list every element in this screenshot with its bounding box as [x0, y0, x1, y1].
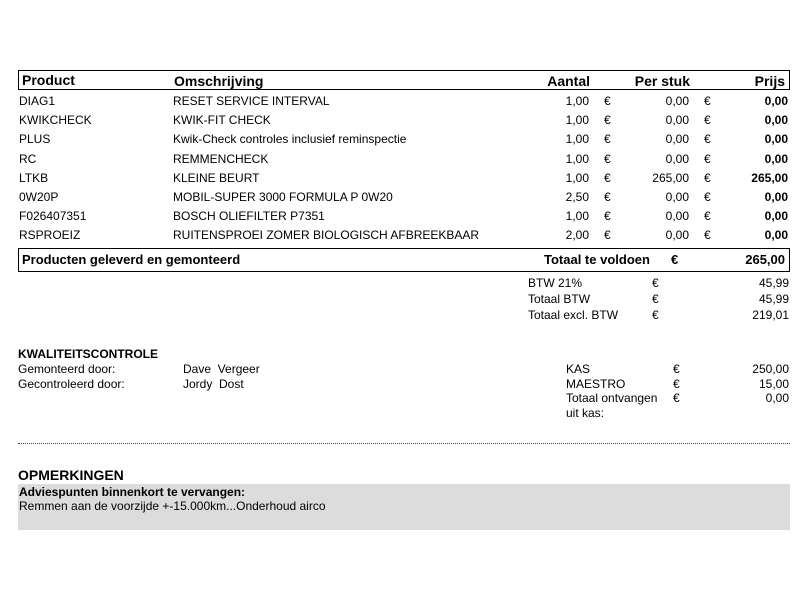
- payment-cash-currency: €: [673, 362, 680, 376]
- total-vat-currency: €: [652, 292, 659, 306]
- header-product: Product: [22, 72, 75, 88]
- header-quantity: Aantal: [547, 73, 590, 89]
- row-price-currency: €: [704, 94, 711, 108]
- header-description: Omschrijving: [174, 73, 264, 89]
- payment-maestro-label: MAESTRO: [566, 377, 626, 391]
- payment-received-value: 0,00: [765, 391, 789, 405]
- payment-from-cash-label: uit kas:: [566, 406, 605, 420]
- payment-received-label: Totaal ontvangen: [566, 391, 658, 405]
- vat-value: 45,99: [758, 276, 789, 290]
- row-price: 0,00: [764, 151, 788, 166]
- row-description: KWIK-FIT CHECK: [173, 113, 271, 128]
- row-unit-price: 0,00: [665, 228, 689, 243]
- row-price-currency: €: [704, 132, 711, 147]
- row-product: RSPROEIZ: [19, 228, 81, 243]
- total-excl-vat-label: Totaal excl. BTW: [528, 308, 619, 322]
- row-price: 0,00: [764, 190, 788, 204]
- remarks-subtitle: Adviespunten binnenkort te vervangen:: [19, 485, 246, 499]
- row-description: MOBIL-SUPER 3000 FORMULA P 0W20: [173, 190, 393, 204]
- row-unit-currency: €: [604, 132, 611, 147]
- vat-currency: €: [652, 276, 659, 290]
- row-unit-currency: €: [604, 94, 611, 108]
- table-row: [18, 190, 790, 209]
- delivered-label: Producten geleverd en gemonteerd: [22, 252, 241, 267]
- total-excl-vat-currency: €: [652, 308, 659, 322]
- row-quantity: 1,00: [565, 151, 589, 166]
- row-product: PLUS: [19, 132, 51, 147]
- row-unit-price: 0,00: [665, 190, 689, 204]
- row-product: RC: [19, 151, 37, 166]
- row-price: 265,00: [751, 170, 788, 185]
- total-due-value: 265,00: [745, 252, 785, 267]
- row-price-currency: €: [704, 151, 711, 166]
- row-price: 0,00: [764, 94, 788, 108]
- row-unit-price: 0,00: [665, 94, 689, 108]
- row-price: 0,00: [764, 228, 788, 243]
- row-product: 0W20P: [19, 190, 59, 204]
- row-price-currency: €: [704, 209, 711, 224]
- checked-by-name: Jordy Dost: [183, 377, 244, 391]
- row-price-currency: €: [704, 228, 711, 243]
- assembled-by-label: Gemonteerd door:: [18, 362, 116, 376]
- table-footer: [18, 248, 790, 272]
- row-unit-price: 265,00: [652, 170, 689, 185]
- row-quantity: 1,00: [565, 209, 589, 224]
- quality-title: KWALITEITSCONTROLE: [18, 347, 158, 361]
- row-description: KLEINE BEURT: [173, 170, 260, 185]
- row-unit-currency: €: [604, 151, 611, 166]
- table-header: [18, 70, 790, 90]
- row-quantity: 1,00: [565, 113, 589, 128]
- row-description: BOSCH OLIEFILTER P7351: [173, 209, 325, 224]
- row-price: 0,00: [764, 132, 788, 147]
- row-unit-price: 0,00: [665, 113, 689, 128]
- row-quantity: 2,50: [565, 190, 589, 204]
- payment-received-currency: €: [673, 391, 680, 405]
- table-row: [18, 132, 790, 151]
- row-unit-currency: €: [604, 228, 611, 243]
- payment-maestro-currency: €: [673, 377, 680, 391]
- table-row: [18, 94, 790, 113]
- row-price: 0,00: [764, 113, 788, 128]
- total-vat-value: 45,99: [758, 292, 789, 306]
- remarks-box: [18, 484, 790, 530]
- row-description: RUITENSPROEI ZOMER BIOLOGISCH AFBREEKBAAR: [173, 228, 480, 243]
- divider: [18, 443, 790, 444]
- row-price-currency: €: [704, 113, 711, 128]
- row-quantity: 1,00: [565, 170, 589, 185]
- remarks-text: Remmen aan de voorzijde +-15.000km...Onderhoud airco: [19, 499, 326, 513]
- row-description: RESET SERVICE INTERVAL: [173, 94, 330, 108]
- row-description: Kwik-Check controles inclusief reminspectie: [173, 132, 407, 147]
- header-price: Prijs: [754, 73, 785, 89]
- row-product: DIAG1: [19, 94, 56, 108]
- table-row: [18, 209, 790, 228]
- row-unit-price: 0,00: [665, 132, 689, 147]
- row-price-currency: €: [704, 190, 711, 204]
- total-due-currency: €: [671, 252, 679, 267]
- row-unit-currency: €: [604, 170, 611, 185]
- row-price: 0,00: [764, 209, 788, 224]
- row-unit-currency: €: [604, 113, 611, 128]
- total-excl-vat-value: 219,01: [752, 308, 789, 322]
- checked-by-label: Gecontroleerd door:: [18, 377, 125, 391]
- payment-cash-label: KAS: [566, 362, 591, 376]
- table-row: [18, 152, 790, 171]
- row-quantity: 1,00: [565, 132, 589, 147]
- row-quantity: 2,00: [565, 228, 589, 243]
- total-vat-label: Totaal BTW: [528, 292, 591, 306]
- table-row: [18, 113, 790, 132]
- header-unit-price: Per stuk: [634, 73, 690, 89]
- payment-cash-value: 250,00: [752, 362, 789, 376]
- row-product: F026407351: [19, 209, 87, 224]
- row-unit-currency: €: [604, 209, 611, 224]
- vat-label: BTW 21%: [528, 276, 583, 290]
- row-unit-currency: €: [604, 190, 611, 204]
- table-row: [18, 228, 790, 247]
- table-row: [18, 171, 790, 190]
- row-description: REMMENCHECK: [173, 151, 269, 166]
- row-quantity: 1,00: [565, 94, 589, 108]
- invoice-table: [18, 70, 790, 272]
- row-product: LTKB: [19, 170, 49, 185]
- assembled-by-name: Dave Vergeer: [183, 362, 260, 376]
- row-product: KWIKCHECK: [19, 113, 92, 128]
- remarks-title: OPMERKINGEN: [18, 467, 124, 483]
- payment-maestro-value: 15,00: [758, 377, 789, 391]
- row-price-currency: €: [704, 170, 711, 185]
- row-unit-price: 0,00: [665, 209, 689, 224]
- total-due-label: Totaal te voldoen: [544, 252, 650, 267]
- row-unit-price: 0,00: [665, 151, 689, 166]
